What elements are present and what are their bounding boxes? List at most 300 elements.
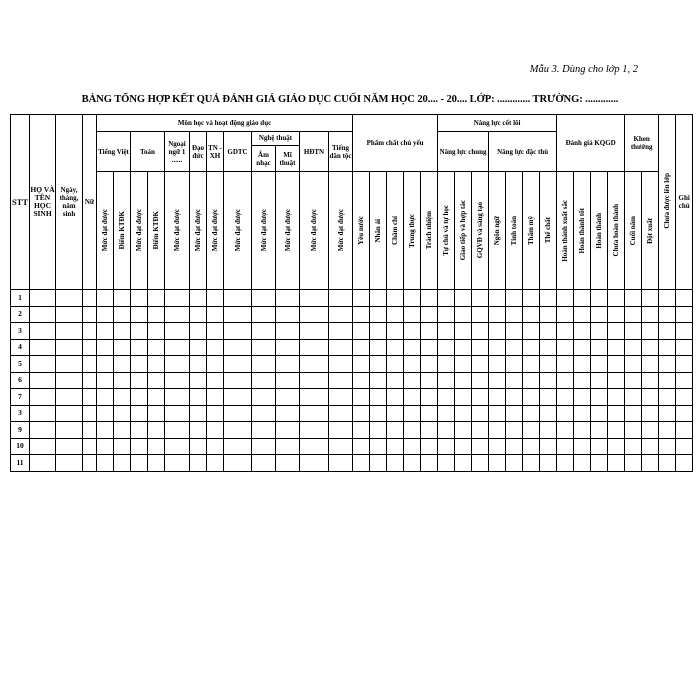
table-cell[interactable] <box>329 339 353 356</box>
table-cell[interactable] <box>329 438 353 455</box>
table-cell[interactable] <box>625 290 642 307</box>
table-cell[interactable] <box>224 455 252 472</box>
table-cell[interactable] <box>506 339 523 356</box>
table-cell[interactable] <box>148 323 165 340</box>
table-cell[interactable] <box>438 306 455 323</box>
table-cell[interactable] <box>300 339 329 356</box>
table-cell[interactable] <box>165 405 190 422</box>
table-cell[interactable] <box>30 356 56 373</box>
table-cell[interactable] <box>148 405 165 422</box>
table-cell[interactable] <box>455 405 472 422</box>
table-cell[interactable] <box>207 339 224 356</box>
table-cell[interactable] <box>131 323 148 340</box>
table-cell[interactable] <box>642 438 659 455</box>
table-cell[interactable] <box>387 389 404 406</box>
table-cell[interactable] <box>659 356 676 373</box>
table-cell[interactable] <box>472 306 489 323</box>
table-cell[interactable] <box>276 455 300 472</box>
table-cell[interactable] <box>421 438 438 455</box>
table-cell[interactable] <box>190 339 207 356</box>
table-cell[interactable] <box>489 323 506 340</box>
table-cell[interactable] <box>540 389 557 406</box>
table-cell[interactable] <box>642 306 659 323</box>
table-cell[interactable] <box>625 389 642 406</box>
table-cell[interactable] <box>506 438 523 455</box>
table-cell[interactable] <box>370 290 387 307</box>
table-cell[interactable] <box>276 389 300 406</box>
table-cell[interactable] <box>676 306 693 323</box>
table-cell[interactable] <box>540 372 557 389</box>
table-cell[interactable] <box>676 422 693 439</box>
table-cell[interactable] <box>276 405 300 422</box>
table-cell[interactable] <box>455 389 472 406</box>
table-cell[interactable] <box>540 356 557 373</box>
table-cell[interactable] <box>207 323 224 340</box>
table-cell[interactable] <box>131 290 148 307</box>
table-cell[interactable] <box>523 438 540 455</box>
table-cell[interactable] <box>404 339 421 356</box>
table-cell[interactable] <box>642 323 659 340</box>
table-cell[interactable] <box>190 372 207 389</box>
table-cell[interactable] <box>353 306 370 323</box>
table-cell[interactable] <box>557 438 574 455</box>
table-cell[interactable] <box>659 290 676 307</box>
table-cell[interactable] <box>523 372 540 389</box>
table-cell[interactable] <box>574 323 591 340</box>
table-cell[interactable] <box>276 290 300 307</box>
table-cell[interactable] <box>190 438 207 455</box>
table-cell[interactable] <box>370 356 387 373</box>
table-cell[interactable] <box>608 323 625 340</box>
table-cell[interactable] <box>455 356 472 373</box>
table-cell[interactable] <box>114 389 131 406</box>
table-cell[interactable] <box>131 339 148 356</box>
table-cell[interactable] <box>591 438 608 455</box>
table-cell[interactable] <box>370 372 387 389</box>
table-cell[interactable] <box>252 372 276 389</box>
table-cell[interactable] <box>83 323 97 340</box>
table-cell[interactable] <box>472 405 489 422</box>
table-cell[interactable] <box>404 372 421 389</box>
table-cell[interactable] <box>30 389 56 406</box>
table-cell[interactable] <box>353 438 370 455</box>
table-cell[interactable] <box>438 455 455 472</box>
table-cell[interactable] <box>207 422 224 439</box>
table-cell[interactable] <box>489 455 506 472</box>
table-cell[interactable] <box>574 455 591 472</box>
table-cell[interactable] <box>300 372 329 389</box>
table-cell[interactable] <box>97 438 114 455</box>
table-cell[interactable] <box>300 422 329 439</box>
table-cell[interactable] <box>30 422 56 439</box>
table-cell[interactable] <box>300 455 329 472</box>
table-cell[interactable] <box>506 405 523 422</box>
table-cell[interactable] <box>421 405 438 422</box>
table-cell[interactable] <box>276 306 300 323</box>
table-cell[interactable] <box>252 422 276 439</box>
table-cell[interactable] <box>165 339 190 356</box>
table-cell[interactable] <box>557 323 574 340</box>
table-cell[interactable] <box>523 339 540 356</box>
table-cell[interactable] <box>224 356 252 373</box>
table-cell[interactable] <box>404 323 421 340</box>
table-cell[interactable] <box>642 422 659 439</box>
table-cell[interactable] <box>114 356 131 373</box>
table-cell[interactable] <box>329 389 353 406</box>
table-cell[interactable] <box>625 422 642 439</box>
table-cell[interactable] <box>676 323 693 340</box>
table-cell[interactable] <box>252 339 276 356</box>
table-cell[interactable] <box>300 438 329 455</box>
table-cell[interactable] <box>131 438 148 455</box>
table-cell[interactable] <box>276 356 300 373</box>
table-cell[interactable] <box>56 356 83 373</box>
table-cell[interactable] <box>574 389 591 406</box>
table-cell[interactable] <box>190 306 207 323</box>
table-cell[interactable] <box>165 323 190 340</box>
table-cell[interactable] <box>329 372 353 389</box>
table-cell[interactable] <box>642 290 659 307</box>
table-cell[interactable] <box>30 455 56 472</box>
table-cell[interactable] <box>30 438 56 455</box>
table-cell[interactable] <box>676 372 693 389</box>
table-cell[interactable] <box>165 306 190 323</box>
table-cell[interactable] <box>30 323 56 340</box>
table-cell[interactable] <box>506 422 523 439</box>
table-cell[interactable] <box>56 372 83 389</box>
table-cell[interactable] <box>165 422 190 439</box>
table-cell[interactable] <box>329 405 353 422</box>
table-cell[interactable] <box>438 438 455 455</box>
table-cell[interactable] <box>506 372 523 389</box>
table-cell[interactable] <box>557 372 574 389</box>
table-cell[interactable] <box>56 405 83 422</box>
table-cell[interactable] <box>131 389 148 406</box>
table-cell[interactable] <box>642 455 659 472</box>
table-cell[interactable] <box>591 405 608 422</box>
table-cell[interactable] <box>455 323 472 340</box>
table-cell[interactable] <box>387 455 404 472</box>
table-cell[interactable] <box>472 438 489 455</box>
table-cell[interactable] <box>455 422 472 439</box>
table-cell[interactable] <box>404 290 421 307</box>
table-cell[interactable] <box>625 323 642 340</box>
table-cell[interactable] <box>148 372 165 389</box>
table-cell[interactable] <box>300 290 329 307</box>
table-cell[interactable] <box>574 356 591 373</box>
table-cell[interactable] <box>404 356 421 373</box>
table-cell[interactable] <box>489 438 506 455</box>
table-cell[interactable] <box>472 356 489 373</box>
table-cell[interactable] <box>353 290 370 307</box>
table-cell[interactable] <box>540 290 557 307</box>
table-cell[interactable] <box>625 356 642 373</box>
table-cell[interactable] <box>557 405 574 422</box>
table-cell[interactable] <box>207 389 224 406</box>
table-cell[interactable] <box>370 323 387 340</box>
table-cell[interactable] <box>224 405 252 422</box>
table-cell[interactable] <box>404 306 421 323</box>
table-cell[interactable] <box>608 372 625 389</box>
table-cell[interactable] <box>83 422 97 439</box>
table-cell[interactable] <box>523 389 540 406</box>
table-cell[interactable] <box>114 438 131 455</box>
table-cell[interactable] <box>659 306 676 323</box>
table-cell[interactable] <box>370 438 387 455</box>
table-cell[interactable] <box>97 422 114 439</box>
table-cell[interactable] <box>523 405 540 422</box>
table-cell[interactable] <box>148 306 165 323</box>
table-cell[interactable] <box>455 339 472 356</box>
table-cell[interactable] <box>97 389 114 406</box>
table-cell[interactable] <box>574 405 591 422</box>
table-cell[interactable] <box>207 438 224 455</box>
table-cell[interactable] <box>190 290 207 307</box>
table-cell[interactable] <box>131 356 148 373</box>
table-cell[interactable] <box>224 339 252 356</box>
table-cell[interactable] <box>207 455 224 472</box>
table-cell[interactable] <box>165 455 190 472</box>
table-cell[interactable] <box>131 422 148 439</box>
table-cell[interactable] <box>56 339 83 356</box>
table-cell[interactable] <box>404 438 421 455</box>
table-cell[interactable] <box>387 290 404 307</box>
table-cell[interactable] <box>30 306 56 323</box>
table-cell[interactable] <box>523 356 540 373</box>
table-cell[interactable] <box>421 372 438 389</box>
table-cell[interactable] <box>353 455 370 472</box>
table-cell[interactable] <box>574 290 591 307</box>
table-cell[interactable] <box>97 405 114 422</box>
table-cell[interactable] <box>659 422 676 439</box>
table-cell[interactable] <box>574 339 591 356</box>
table-cell[interactable] <box>557 290 574 307</box>
table-cell[interactable] <box>489 405 506 422</box>
table-cell[interactable] <box>472 323 489 340</box>
table-cell[interactable] <box>370 422 387 439</box>
table-cell[interactable] <box>300 389 329 406</box>
table-cell[interactable] <box>625 405 642 422</box>
table-cell[interactable] <box>591 356 608 373</box>
table-cell[interactable] <box>472 455 489 472</box>
table-cell[interactable] <box>114 422 131 439</box>
table-cell[interactable] <box>370 455 387 472</box>
table-cell[interactable] <box>523 455 540 472</box>
table-cell[interactable] <box>455 372 472 389</box>
table-cell[interactable] <box>438 405 455 422</box>
table-cell[interactable] <box>190 455 207 472</box>
table-cell[interactable] <box>97 372 114 389</box>
table-cell[interactable] <box>523 290 540 307</box>
table-cell[interactable] <box>329 356 353 373</box>
table-cell[interactable] <box>387 339 404 356</box>
table-cell[interactable] <box>421 290 438 307</box>
table-cell[interactable] <box>540 438 557 455</box>
table-cell[interactable] <box>540 422 557 439</box>
table-cell[interactable] <box>438 339 455 356</box>
table-cell[interactable] <box>574 372 591 389</box>
table-cell[interactable] <box>165 290 190 307</box>
table-cell[interactable] <box>455 306 472 323</box>
table-cell[interactable] <box>421 389 438 406</box>
table-cell[interactable] <box>97 306 114 323</box>
table-cell[interactable] <box>207 405 224 422</box>
table-cell[interactable] <box>114 405 131 422</box>
table-cell[interactable] <box>114 372 131 389</box>
table-cell[interactable] <box>387 422 404 439</box>
table-cell[interactable] <box>438 323 455 340</box>
table-cell[interactable] <box>676 405 693 422</box>
table-cell[interactable] <box>329 422 353 439</box>
table-cell[interactable] <box>489 372 506 389</box>
table-cell[interactable] <box>97 339 114 356</box>
table-cell[interactable] <box>224 290 252 307</box>
table-cell[interactable] <box>574 422 591 439</box>
table-cell[interactable] <box>591 306 608 323</box>
table-cell[interactable] <box>557 455 574 472</box>
table-cell[interactable] <box>148 455 165 472</box>
table-cell[interactable] <box>370 389 387 406</box>
table-cell[interactable] <box>591 372 608 389</box>
table-cell[interactable] <box>224 323 252 340</box>
table-cell[interactable] <box>591 323 608 340</box>
table-cell[interactable] <box>676 356 693 373</box>
table-cell[interactable] <box>165 438 190 455</box>
table-cell[interactable] <box>165 372 190 389</box>
table-cell[interactable] <box>455 455 472 472</box>
table-cell[interactable] <box>148 389 165 406</box>
table-cell[interactable] <box>83 405 97 422</box>
table-cell[interactable] <box>625 372 642 389</box>
table-cell[interactable] <box>659 405 676 422</box>
table-cell[interactable] <box>608 389 625 406</box>
table-cell[interactable] <box>370 306 387 323</box>
table-cell[interactable] <box>30 290 56 307</box>
table-cell[interactable] <box>370 339 387 356</box>
table-cell[interactable] <box>489 290 506 307</box>
table-cell[interactable] <box>252 356 276 373</box>
table-cell[interactable] <box>370 405 387 422</box>
table-cell[interactable] <box>190 405 207 422</box>
table-cell[interactable] <box>523 306 540 323</box>
table-cell[interactable] <box>489 339 506 356</box>
table-cell[interactable] <box>421 356 438 373</box>
table-cell[interactable] <box>83 438 97 455</box>
table-cell[interactable] <box>148 290 165 307</box>
table-cell[interactable] <box>329 455 353 472</box>
table-cell[interactable] <box>190 356 207 373</box>
table-cell[interactable] <box>438 389 455 406</box>
table-cell[interactable] <box>591 422 608 439</box>
table-cell[interactable] <box>353 323 370 340</box>
table-cell[interactable] <box>591 389 608 406</box>
table-cell[interactable] <box>608 306 625 323</box>
table-cell[interactable] <box>472 339 489 356</box>
table-cell[interactable] <box>404 422 421 439</box>
table-cell[interactable] <box>329 290 353 307</box>
table-cell[interactable] <box>353 422 370 439</box>
table-cell[interactable] <box>114 339 131 356</box>
table-cell[interactable] <box>659 339 676 356</box>
table-cell[interactable] <box>591 290 608 307</box>
table-cell[interactable] <box>56 323 83 340</box>
table-cell[interactable] <box>506 306 523 323</box>
table-cell[interactable] <box>642 405 659 422</box>
table-cell[interactable] <box>455 438 472 455</box>
table-cell[interactable] <box>557 306 574 323</box>
table-cell[interactable] <box>489 422 506 439</box>
table-cell[interactable] <box>224 372 252 389</box>
table-cell[interactable] <box>659 323 676 340</box>
table-cell[interactable] <box>30 339 56 356</box>
table-cell[interactable] <box>557 339 574 356</box>
table-cell[interactable] <box>472 290 489 307</box>
table-cell[interactable] <box>557 389 574 406</box>
table-cell[interactable] <box>557 356 574 373</box>
table-cell[interactable] <box>608 290 625 307</box>
table-cell[interactable] <box>56 306 83 323</box>
table-cell[interactable] <box>489 306 506 323</box>
table-cell[interactable] <box>608 339 625 356</box>
table-cell[interactable] <box>30 405 56 422</box>
table-cell[interactable] <box>438 372 455 389</box>
table-cell[interactable] <box>165 356 190 373</box>
table-cell[interactable] <box>659 455 676 472</box>
table-cell[interactable] <box>387 356 404 373</box>
table-cell[interactable] <box>83 455 97 472</box>
table-cell[interactable] <box>329 306 353 323</box>
table-cell[interactable] <box>659 389 676 406</box>
table-cell[interactable] <box>97 455 114 472</box>
table-cell[interactable] <box>148 438 165 455</box>
table-cell[interactable] <box>83 389 97 406</box>
table-cell[interactable] <box>276 339 300 356</box>
table-cell[interactable] <box>676 438 693 455</box>
table-cell[interactable] <box>608 438 625 455</box>
table-cell[interactable] <box>190 389 207 406</box>
table-cell[interactable] <box>421 306 438 323</box>
table-cell[interactable] <box>676 455 693 472</box>
table-cell[interactable] <box>224 422 252 439</box>
table-cell[interactable] <box>353 405 370 422</box>
table-cell[interactable] <box>276 438 300 455</box>
table-cell[interactable] <box>30 372 56 389</box>
table-cell[interactable] <box>252 290 276 307</box>
table-cell[interactable] <box>56 290 83 307</box>
table-cell[interactable] <box>300 405 329 422</box>
table-cell[interactable] <box>97 323 114 340</box>
table-cell[interactable] <box>276 422 300 439</box>
table-cell[interactable] <box>625 455 642 472</box>
table-cell[interactable] <box>591 455 608 472</box>
table-cell[interactable] <box>114 323 131 340</box>
table-cell[interactable] <box>540 323 557 340</box>
table-cell[interactable] <box>506 389 523 406</box>
table-cell[interactable] <box>472 372 489 389</box>
table-cell[interactable] <box>523 422 540 439</box>
table-cell[interactable] <box>387 306 404 323</box>
table-cell[interactable] <box>252 455 276 472</box>
table-cell[interactable] <box>608 422 625 439</box>
table-cell[interactable] <box>148 422 165 439</box>
table-cell[interactable] <box>56 422 83 439</box>
table-cell[interactable] <box>421 323 438 340</box>
table-cell[interactable] <box>252 323 276 340</box>
table-cell[interactable] <box>207 372 224 389</box>
table-cell[interactable] <box>642 339 659 356</box>
table-cell[interactable] <box>608 356 625 373</box>
table-cell[interactable] <box>506 323 523 340</box>
